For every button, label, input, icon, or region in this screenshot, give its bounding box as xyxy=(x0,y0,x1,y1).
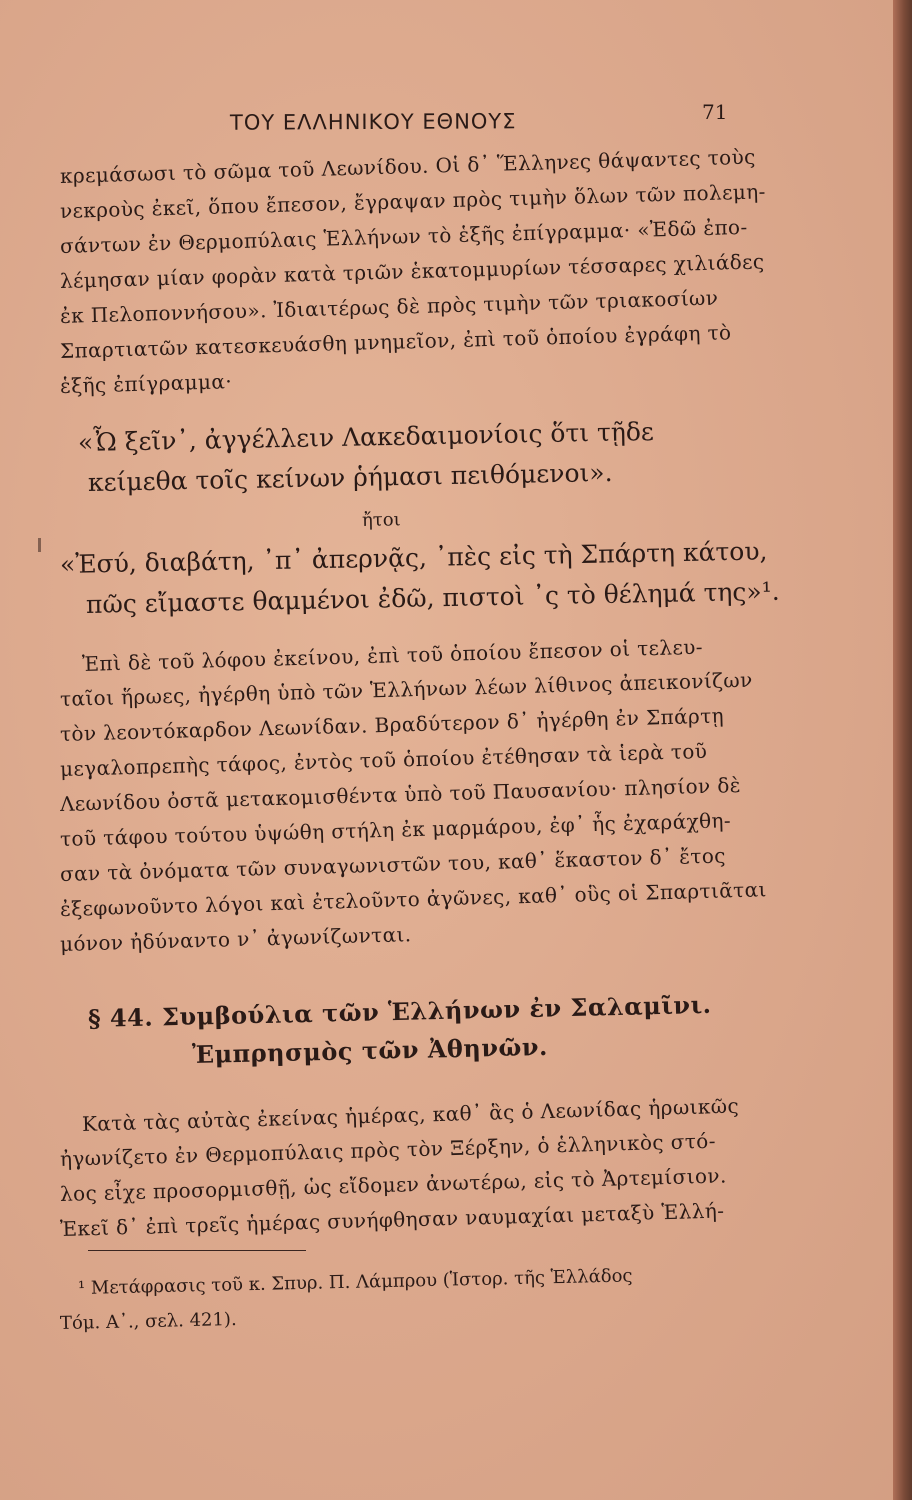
epigram-connector: ἤτοι xyxy=(361,509,401,531)
paragraph2-line: Λεωνίδου ὀστᾶ μετακομισθέντα ὑπὸ τοῦ Παυσανίου· πλησίον δὲ xyxy=(59,772,742,816)
paragraph1-line: σάντων ἐν Θερμοπύλαις Ἑλλήνων τὸ ἑξῆς ἐπίγραμμα· «Ἐδῶ ἐπο- xyxy=(59,214,748,258)
paragraph2-line: μεγαλοπρεπὴς τάφος, ἐντὸς τοῦ ὁποίου ἐτέθησαν τὰ ἱερὰ τοῦ xyxy=(59,738,708,781)
paragraph3-line: λος εἶχε προσορμισθῇ, ὡς εἴδομεν ἀνωτέρω, εἰς τὸ Ἀρτεμίσιον. xyxy=(59,1163,727,1206)
margin-mark xyxy=(38,538,41,552)
paragraph2-line: τοῦ τάφου τούτου ὑψώθη στήλη ἐκ μαρμάρου, ἐφ᾽ ἧς ἐχαράχθη- xyxy=(59,808,732,851)
epigram-line: κείμεθα τοῖς κείνων ῥήμασι πειθόμενοι». xyxy=(87,457,613,497)
page-edge xyxy=(893,0,912,1500)
paragraph1-line: ἐκ Πελοποννήσου». Ἰδιαιτέρως δὲ πρὸς τιμὴν τῶν τριακοσίων xyxy=(59,285,719,328)
footnote-line: Τόμ. Α᾽., σελ. 421). xyxy=(59,1308,237,1334)
paragraph2-line: μόνον ἠδύναντο ν᾽ ἀγωνίζωνται. xyxy=(59,922,412,956)
paragraph3-line: Ἐκεῖ δ᾽ ἐπὶ τρεῖς ἡμέρας συνήφθησαν ναυμαχίαι μεταξὺ Ἑλλή- xyxy=(59,1198,725,1241)
paragraph1-line: νεκροὺς ἐκεῖ, ὅπου ἔπεσον, ἔγραψαν πρὸς τιμὴν ὅλων τῶν πολεμη- xyxy=(59,179,767,223)
paragraph2-line: ἐξεφωνοῦντο λόγοι καὶ ἐτελοῦντο ἀγῶνες, καθ᾽ οὓς οἱ Σπαρτιᾶται xyxy=(59,877,768,921)
paragraph2-line: σαν τὰ ὀνόματα τῶν συναγωνιστῶν του, καθ᾽ ἕκαστον δ᾽ ἔτος xyxy=(59,843,727,886)
epigram-line: «Ὦ ξεῖν᾽, ἀγγέλλειν Λακεδαιμονίοις ὅτι τῇδε xyxy=(77,416,655,457)
paragraph2-line: ταῖοι ἥρωες, ἠγέρθη ὑπὸ τῶν Ἑλλήνων λέων λίθινος ἀπεικονίζων xyxy=(59,667,753,711)
running-title: ΤΟΥ ΕΛΛΗΝΙΚΟΥ ΕΘΝΟΥΣ xyxy=(229,109,517,135)
epigram-line: «Ἐσύ, διαβάτη, ᾽π᾽ ἀπερνᾷς, ᾽πὲς εἰς τὴ Σπάρτη κάτου, xyxy=(59,536,768,579)
paragraph1-line: Σπαρτιατῶν κατεσκευάσθη μνημεῖον, ἐπὶ τοῦ ὁποίου ἐγράφη τὸ xyxy=(59,320,732,363)
page-number: 71 xyxy=(702,100,728,124)
paragraph2-line: Ἐπὶ δὲ τοῦ λόφου ἐκείνου, ἐπὶ τοῦ ὁποίου ἔπεσον οἱ τελευ- xyxy=(81,634,704,676)
epigram-line: πῶς εἴμαστε θαμμένοι ἐδῶ, πιστοὶ ᾽ς τὸ θέλημά της»¹. xyxy=(85,576,780,619)
paragraph1-line: λέμησαν μίαν φορὰν κατὰ τριῶν ἑκατομμυρίων τέσσαρες χιλιάδες xyxy=(59,249,765,293)
section-heading: § 44. Συμβούλια τῶν Ἑλλήνων ἐν Σαλαμῖνι. xyxy=(87,989,712,1033)
paragraph1-line: κρεμάσωσι τὸ σῶμα τοῦ Λεωνίδου. Οἱ δ᾽ Ἕλληνες θάψαντες τοὺς xyxy=(59,144,757,188)
section-heading-subtitle: Ἐμπρησμὸς τῶν Ἀθηνῶν. xyxy=(191,1031,549,1069)
footnote-rule xyxy=(88,1250,306,1251)
footnote-line: ¹ Μετάφρασις τοῦ κ. Σπυρ. Π. Λάμπρου (Ἱστορ. τῆς Ἑλλάδος xyxy=(77,1265,633,1299)
paragraph2-line: τὸν λεοντόκαρδον Λεωνίδαν. Βραδύτερον δ᾽ ἠγέρθη ἐν Σπάρτῃ xyxy=(59,703,725,746)
paragraph1-line: ἑξῆς ἐπίγραμμα· xyxy=(59,369,233,398)
paragraph3-line: Κατὰ τὰς αὐτὰς ἐκείνας ἡμέρας, καθ᾽ ἃς ὁ Λεωνίδας ἡρωικῶς xyxy=(81,1093,740,1136)
paragraph3-line: ἠγωνίζετο ἐν Θερμοπύλαις πρὸς τὸν Ξέρξην, ὁ ἑλληνικὸς στό- xyxy=(59,1128,717,1171)
